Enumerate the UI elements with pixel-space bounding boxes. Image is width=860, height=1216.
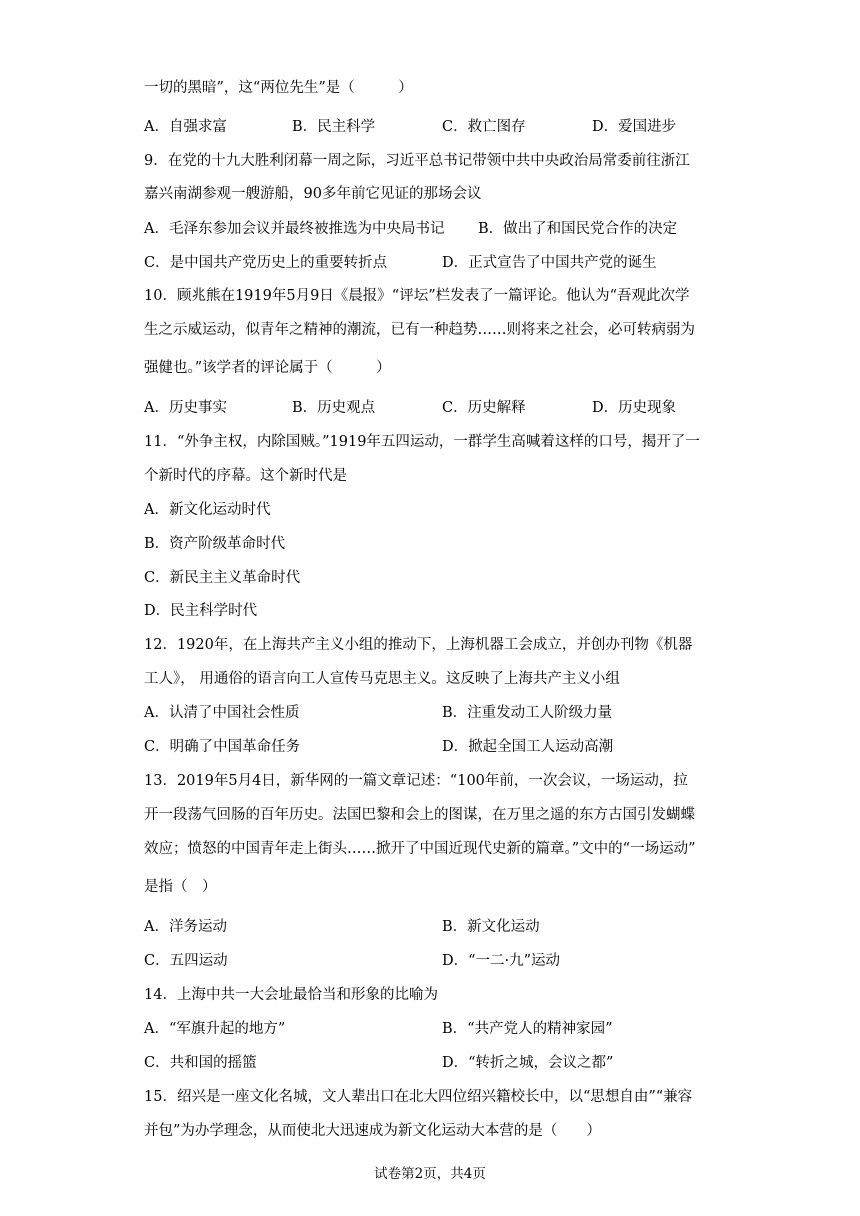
q11-option-b: B．资产阶级革命时代	[144, 536, 286, 552]
q14-option-d: D．“转折之城，会议之都”	[442, 1055, 614, 1071]
page-footer: 试卷第2页，共4页	[374, 1166, 486, 1182]
q9-option-c: C．是中国共产党历史上的重要转折点	[144, 255, 388, 271]
q10-option-a: A．历史事实	[144, 400, 227, 416]
q11-option-d: D．民主科学时代	[144, 603, 258, 619]
q8-option-a: A．自强求富	[144, 119, 227, 135]
q12-stem-line-1: 12．1920年，在上海共产主义小组的推动下，上海机器工会成立，并创办刊物《机器	[144, 637, 693, 653]
q13-option-a: A．洋务运动	[144, 919, 227, 935]
q8-option-c: C．救亡图存	[442, 119, 526, 135]
q9-option-a: A．毛泽东参加会议并最终被推选为中央局书记	[144, 221, 445, 237]
q10-stem-line-3: 强健也。”该学者的评论属于（ ）	[144, 360, 391, 376]
q13-option-b: B．新文化运动	[442, 919, 540, 935]
q12-option-d: D．掀起全国工人运动高潮	[442, 739, 614, 755]
q9-option-b: B．做出了和国民党合作的决定	[478, 221, 678, 237]
q11-stem-line-2: 个新时代的序幕。这个新时代是	[144, 468, 347, 484]
q14-option-b: B．“共产党人的精神家园”	[442, 1021, 613, 1037]
q10-option-c: C．历史解释	[442, 400, 526, 416]
q14-option-a: A．“军旗升起的地方”	[144, 1021, 286, 1037]
q15-stem-line-2: 并包”为办学理念，从而使北大迅速成为新文化运动大本营的是（ ）	[144, 1123, 601, 1139]
q14-option-c: C．共和国的摇篮	[144, 1055, 257, 1071]
q9-stem-line-2: 嘉兴南湖参观一艘游船，90多年前它见证的那场会议	[144, 186, 482, 202]
q8-option-d: D．爱国进步	[592, 119, 677, 135]
q9-option-d: D．正式宣告了中国共产党的诞生	[442, 255, 657, 271]
q10-option-b: B．历史观点	[292, 400, 376, 416]
q14-stem-line-1: 14．上海中共一大会址最恰当和形象的比喻为	[144, 987, 438, 1003]
q13-stem-line-3: 效应；愤怒的中国青年走上街头……掀开了中国近现代史新的篇章。”文中的“一场运动”	[144, 841, 696, 857]
q11-option-c: C．新民主主义革命时代	[144, 570, 301, 586]
q8-stem-continuation: 一切的黑暗”，这“两位先生”是（ ）	[144, 80, 413, 96]
q12-option-c: C．明确了中国革命任务	[144, 739, 301, 755]
q13-option-d: D．“一二·九”运动	[442, 953, 561, 969]
q13-stem-line-2: 开一段荡气回肠的百年历史。法国巴黎和会上的图谋，在万里之遥的东方古国引发蝴蝶	[144, 807, 695, 823]
q10-option-d: D．历史现象	[592, 400, 677, 416]
q10-stem-line-1: 10．顾兆熊在1919年5月9日《晨报》“评坛”栏发表了一篇评论。他认为“吾观此次学	[144, 288, 690, 304]
q11-option-a: A．新文化运动时代	[144, 502, 271, 518]
q13-stem-line-4: 是指（ ）	[144, 879, 217, 895]
q12-stem-line-2: 工人》， 用通俗的语言向工人宣传马克思主义。这反映了上海共产主义小组	[144, 671, 620, 687]
q15-stem-line-1: 15．绍兴是一座文化名城，文人辈出口在北大四位绍兴籍校长中，以“思想自由”“兼容	[144, 1089, 693, 1105]
q8-option-b: B．民主科学	[292, 119, 376, 135]
q13-stem-line-1: 13．2019年5月4日，新华网的一篇文章记述：“100年前，一次会议，一场运动，拉	[144, 773, 688, 789]
q11-stem-line-1: 11．“外争主权，内除国贼。”1919年五四运动，一群学生高喊着这样的口号，揭开了一	[144, 434, 700, 450]
q13-option-c: C．五四运动	[144, 953, 228, 969]
q10-stem-line-2: 生之示威运动，似青年之精神的潮流，已有一种趋势……则将来之社会，必可转病弱为	[144, 322, 695, 338]
q12-option-a: A．认清了中国社会性质	[144, 705, 300, 721]
q12-option-b: B．注重发动工人阶级力量	[442, 705, 613, 721]
q9-stem-line-1: 9．在党的十九大胜利闭幕一周之际，习近平总书记带领中共中央政治局常委前往浙江	[144, 153, 690, 169]
